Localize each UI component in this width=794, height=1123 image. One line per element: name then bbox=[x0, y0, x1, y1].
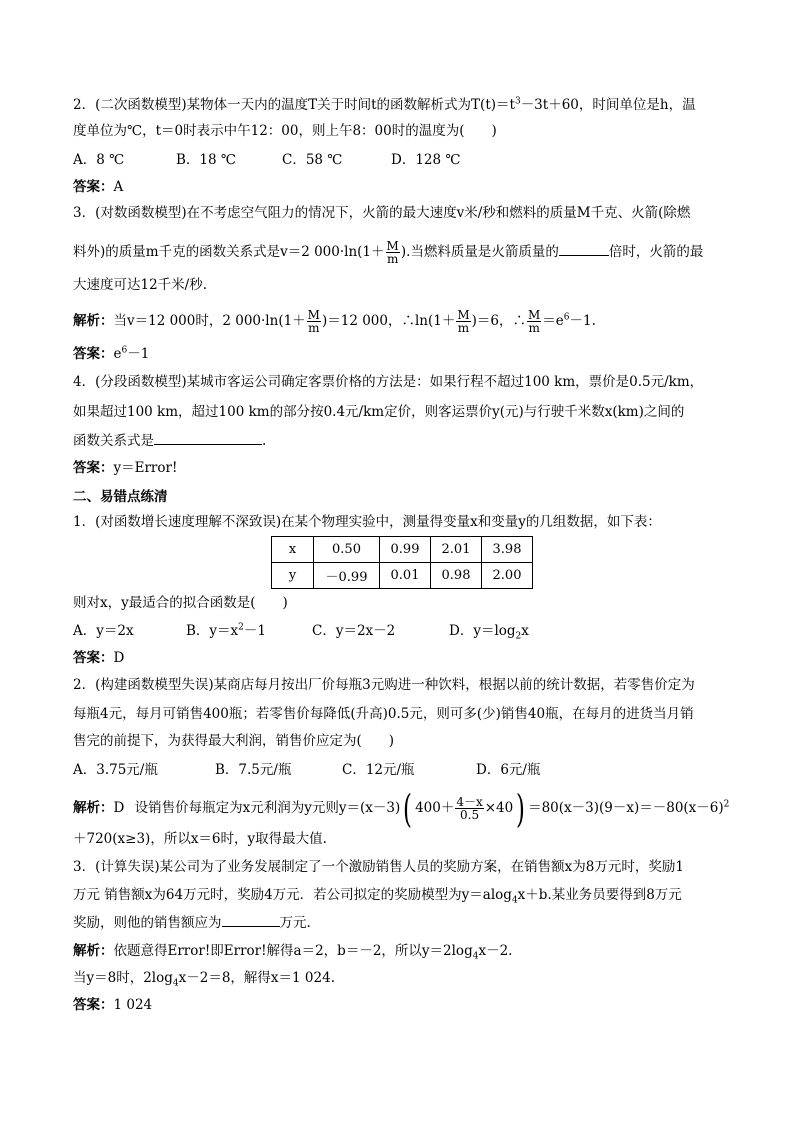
q2-option-a: A．8 ℃ bbox=[73, 152, 125, 168]
e2-solution: 解析：D 设销售价每瓶定为x元利润为y元则y＝(x－3)( 400＋ $\frac{4-x}{0.5}$ $\times 40) =80(x-3)(9-x)=-80(x-6)^2$ bbox=[73, 786, 730, 831]
e3-answer: 答案：1 024 bbox=[73, 997, 153, 1013]
e1-stem-line1: 1．(对函数增长速度理解不深致误)在某个物理实验中，测量得变量x和变量y的几组数据，如下表： bbox=[73, 514, 661, 530]
e2-stem-line3: 售完的前提下，为获得最大利润，销售价应定为( ) bbox=[73, 733, 395, 749]
e3-stem-line3: 奖励，则他的销售额应为 万元. bbox=[73, 915, 311, 931]
e3-solution-line2: 当y＝8时，$2\log_4x-2=8$，解得x＝1 024. bbox=[73, 970, 335, 989]
e2-option-b: B．7.5元/瓶 bbox=[215, 762, 292, 778]
q2-option-b: B．18 ℃ bbox=[176, 152, 236, 168]
table-cell: 0.99 bbox=[380, 537, 431, 563]
q2-option-d: D．128 ℃ bbox=[391, 152, 461, 168]
answer-blank bbox=[154, 432, 262, 445]
e2-solution-line2: ＋720(x≥3)，所以x＝6时，y取得最大值. bbox=[73, 831, 327, 847]
e2-stem-line2: 每瓶4元，每月可销售400瓶；若零售价每降低(升高)0.5元，则可多(少)销售40瓶，在每月的进货当月销 bbox=[73, 706, 694, 722]
table-header-x: x bbox=[272, 537, 314, 563]
table-cell: 2.00 bbox=[482, 563, 533, 589]
e2-option-c: C．12元/瓶 bbox=[342, 762, 415, 778]
table-cell: 0.50 bbox=[314, 537, 380, 563]
q4-stem-line3: 函数关系式是 . bbox=[73, 433, 267, 449]
e2-option-d: D．6元/瓶 bbox=[476, 762, 541, 778]
fraction-M-over-m: $\frac{M}{m}$ bbox=[386, 239, 399, 266]
e1-option-c: C．y＝2x－2 bbox=[312, 623, 396, 639]
e1-stem-line2: 则对x，y最适合的拟合函数是( ) bbox=[73, 595, 288, 611]
table-cell: 0.98 bbox=[431, 563, 482, 589]
table-row bbox=[272, 563, 533, 589]
e3-stem-line1: 3．(计算失误)某公司为了业务发展制定了一个激励销售人员的奖励方案，在销售额x为8万元时，奖励1 bbox=[73, 859, 684, 875]
table-cell: 2.01 bbox=[431, 537, 482, 563]
e3-solution: 解析：依题意得Error!即Error!解得a＝2，b＝－2，所以$y=2\log_4x-2$. bbox=[73, 943, 513, 962]
e1-option-a: A．y＝2x bbox=[73, 623, 134, 639]
e1-answer: 答案：D bbox=[73, 650, 125, 666]
e2-option-a: A．3.75元/瓶 bbox=[73, 762, 158, 778]
table-cell: －0.99 bbox=[314, 563, 380, 589]
e2-stem-line1: 2．(构建函数模型失误)某商店每月按出厂价每瓶3元购进一种饮料，根据以前的统计数据，若零售价定为 bbox=[73, 677, 695, 693]
answer-blank bbox=[559, 243, 609, 256]
q2-stem-line1: 2．(二次函数模型)某物体一天内的温度T关于时间t的函数解析式为$T(t)=t^3-3t+60$，时间单位是h，温 bbox=[73, 96, 696, 113]
e1-option-d: D．$y=\log_2x$ bbox=[449, 623, 529, 642]
q2-option-c: C．58 ℃ bbox=[282, 152, 343, 168]
q4-answer: 答案：y＝Error! bbox=[73, 460, 178, 476]
q3-stem-line1: 3．(对数函数模型)在不考虑空气阻力的情况下，火箭的最大速度v米/秒和燃料的质量M千克、火箭(除燃 bbox=[73, 205, 691, 221]
q3-solution: 解析：当v＝12 000时，2 000·ln(1＋ $\frac{M}{m}$ )＝12 000，∴ln(1＋ $\frac{M}{m}$ )＝6，∴ $\frac{M}{m}$ $=e^6-1$. bbox=[73, 308, 596, 335]
q4-stem-line1: 4．(分段函数模型)某城市客运公司确定客票价格的方法是：如果行程不超过100 km，票价是0.5元/km， bbox=[73, 374, 704, 390]
q2-stem-line2: 度单位为℃，t＝0时表示中午12：00，则上午8：00时的温度为( ) bbox=[73, 123, 497, 139]
q2-answer: 答案：A bbox=[73, 179, 124, 195]
section-title: 二、易错点练清 bbox=[73, 489, 168, 505]
table-cell: 3.98 bbox=[482, 537, 533, 563]
e1-option-b: B．$y=x^2-1$ bbox=[186, 622, 266, 639]
q3-answer: 答案：$e^6-1$ bbox=[73, 345, 150, 362]
q3-stem-line3: 大速度可达12千米/秒. bbox=[73, 277, 208, 293]
table-header-y: y bbox=[272, 563, 314, 589]
q3-stem-line2: 料外)的质量m千克的函数关系式是v＝2 000·ln(1＋ $\frac{M}{m}$ ).当燃料质量是火箭质量的 倍时，火箭的最 bbox=[73, 239, 704, 266]
data-table bbox=[271, 536, 533, 589]
answer-blank bbox=[222, 914, 280, 927]
e3-stem-line2: 万元 销售额x为64万元时，奖励4万元．若公司拟定的奖励模型为y＝alog$_4$x＋b.某业务员要得到8万元 bbox=[73, 887, 682, 906]
table-cell: 0.01 bbox=[380, 563, 431, 589]
q4-stem-line2: 如果超过100 km，超过100 km的部分按0.4元/km定价，则客运票价y(元)与行驶千米数x(km)之间的 bbox=[73, 404, 685, 420]
table-row bbox=[272, 537, 533, 563]
